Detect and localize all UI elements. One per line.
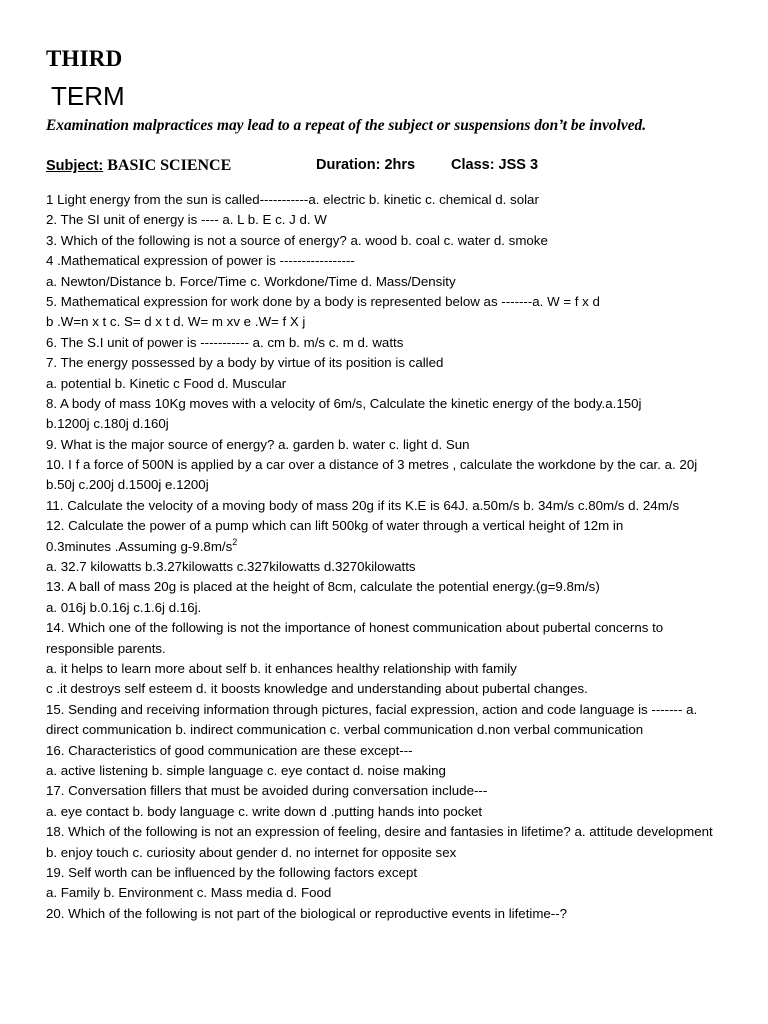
question-3: 3. Which of the following is not a source of energy? a. wood b. coal c. water d. smoke	[46, 232, 548, 248]
subject-field	[46, 157, 231, 175]
subject-label: Subject:	[46, 158, 104, 174]
subject-value: BASIC SCIENCE	[107, 157, 232, 174]
class-field: Class: JSS 3	[451, 157, 539, 173]
exam-info-line	[46, 157, 726, 179]
question-8: 8. A body of mass 10Kg moves with a velocity of 6m/s, Calculate the kinetic energy of the body.a.150j	[46, 395, 642, 411]
question-4-options: a. Newton/Distance b. Force/Time c. Workdone/Time d. Mass/Density	[46, 273, 456, 289]
malpractice-warning: Examination malpractices may lead to a repeat of the subject or suspensions don’t be involved.	[46, 117, 647, 134]
question-9: 9. What is the major source of energy? a. garden b. water c. light d. Sun	[46, 436, 470, 452]
question-17-options: a. eye contact b. body language c. write down d .putting hands into pocket	[46, 803, 483, 819]
question-10: 10. I f a force of 500N is applied by a car over a distance of 3 metres , calculate the workdone by the car. a. 20j b.50j c.200j d.1500j e.1200j	[46, 457, 698, 493]
question-2: 2. The SI unit of energy is ---- a. L b. E c. J d. W	[46, 212, 327, 228]
question-13: 13. A ball of mass 20g is placed at the height of 8cm, calculate the potential energy.(g=9.8m/s)	[46, 579, 600, 595]
question-14-options-ab: a. it helps to learn more about self b. it enhances healthy relationship with family	[46, 661, 517, 677]
question-7-options: a. potential b. Kinetic c Food d. Muscular	[46, 375, 287, 391]
question-16-options: a. active listening b. simple language c. eye contact d. noise making	[46, 763, 446, 779]
superscript-2: 2	[232, 536, 238, 547]
question-14: 14. Which one of the following is not the importance of honest communication about pubertal concerns to responsible parents.	[46, 620, 664, 656]
question-16: 16. Characteristics of good communication are these except---	[46, 742, 413, 758]
question-12-options: a. 32.7 kilowatts b.3.27kilowatts c.327kilowatts d.3270kilowatts	[46, 559, 416, 575]
title-third: THIRD	[46, 46, 123, 71]
question-12-cont	[46, 537, 722, 557]
title-term: TERM	[51, 81, 125, 111]
question-17: 17. Conversation fillers that must be avoided during conversation include---	[46, 783, 488, 799]
question-8-options: b.1200j c.180j d.160j	[46, 416, 169, 432]
question-6: 6. The S.I unit of power is ----------- a. cm b. m/s c. m d. watts	[46, 334, 404, 350]
question-19: 19. Self worth can be influenced by the following factors except	[46, 865, 418, 881]
question-1: 1 Light energy from the sun is called-----------a. electric b. kinetic c. chemical d. solar	[46, 192, 539, 207]
question-14-options-cd: c .it destroys self esteem d. it boosts knowledge and understanding about pubertal changes.	[46, 681, 588, 697]
duration-field: Duration: 2hrs	[316, 157, 416, 173]
question-15: 15. Sending and receiving information through pictures, facial expression, action and code language is ------- a. direct communication b. indirect communication c. verbal communication d.non verbal communication	[46, 701, 698, 738]
question-5: 5. Mathematical expression for work done by a body is represented below as -------a. W = f x d	[46, 293, 600, 309]
question-11: 11. Calculate the velocity of a moving body of mass 20g if its K.E is 64J. a.50m/s b. 34m/s c.80m/s d. 24m/s	[46, 497, 680, 513]
question-19-options: a. Family b. Environment c. Mass media d. Food	[46, 885, 332, 901]
question-7: 7. The energy possessed by a body by virtue of its position is called	[46, 355, 444, 371]
question-20: 20. Which of the following is not part of the biological or reproductive events in lifetime--?	[46, 905, 568, 921]
question-12: 12. Calculate the power of a pump which can lift 500kg of water through a vertical height of 12m in	[46, 518, 624, 534]
questions-list	[46, 190, 722, 924]
question-5-options: b .W=n x t c. S= d x t d. W= m xv e .W= f X j	[46, 314, 306, 330]
question-18: 18. Which of the following is not an expression of feeling, desire and fantasies in lifetime? a. attitude development b. enjoy touch c. curiosity about gender d. no internet for opposite sex	[46, 824, 713, 860]
question-13-options: a. 016j b.0.16j c.1.6j d.16j.	[46, 599, 202, 615]
question-4: 4 .Mathematical expression of power is -----------------	[46, 253, 355, 269]
question-12-assumption: 0.3minutes .Assuming g-9.8m/s	[46, 538, 233, 554]
